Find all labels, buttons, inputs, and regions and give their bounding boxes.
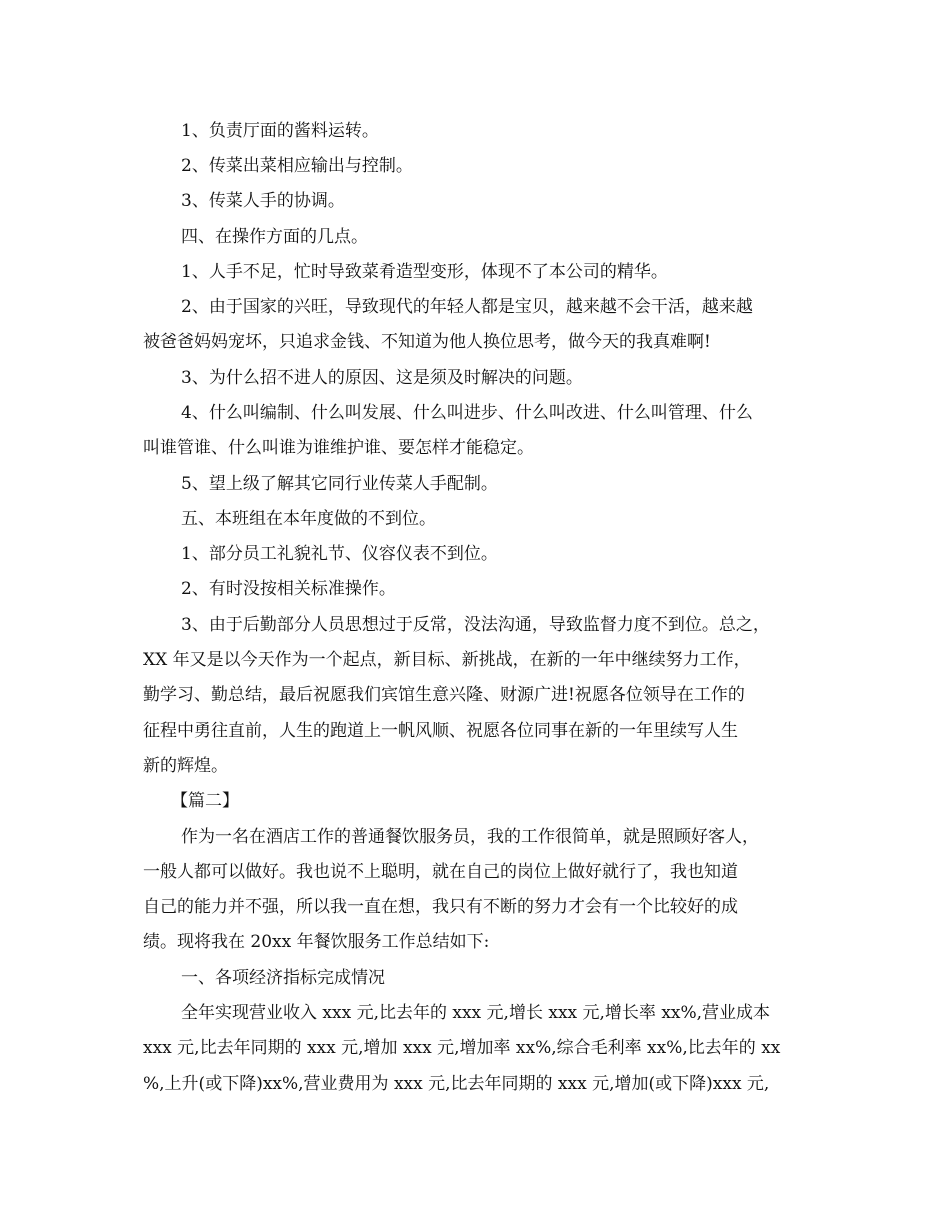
text-line: %,上升(或下降)xx%,营业费用为 xxx 元,比去年同期的 xxx 元,增加(或下降)xxx 元, <box>143 1074 770 1094</box>
section-heading: 五、本班组在本年度做的不到位。 <box>181 509 436 529</box>
text-line: 自己的能力并不强，所以我一直在想，我只有不断的努力才会有一个比较好的成 <box>143 897 738 917</box>
text-line: 4、什么叫编制、什么叫发展、什么叫进步、什么叫改进、什么叫管理、什么 <box>181 403 753 423</box>
text-line: 3、由于后勤部分人员思想过于反常，没法沟通，导致监督力度不到位。总之， <box>181 615 770 635</box>
text-line: 绩。现将我在 20xx 年餐饮服务工作总结如下: <box>143 932 490 952</box>
text-line: 1、部分员工礼貌礼节、仪容仪表不到位。 <box>181 544 498 564</box>
section-heading: 四、在操作方面的几点。 <box>181 227 368 247</box>
text-line: 全年实现营业收入 xxx 元,比去年的 xxx 元,增长 xxx 元,增长率 xx%,营业成本 <box>181 1003 771 1023</box>
text-line: 1、负责厅面的酱料运转。 <box>181 121 379 141</box>
text-line: 3、传菜人手的协调。 <box>181 191 345 211</box>
part-heading: 【篇二】 <box>171 791 239 811</box>
text-line: 勤学习、勤总结，最后祝愿我们宾馆生意兴隆、财源广进!祝愿各位领导在工作的 <box>143 685 745 705</box>
text-line: 2、传菜出菜相应输出与控制。 <box>181 156 413 176</box>
section-heading: 一、各项经济指标完成情况 <box>181 968 385 988</box>
text-line: 新的辉煌。 <box>143 756 228 776</box>
text-line: 征程中勇往直前，人生的跑道上一帆风顺、祝愿各位同事在新的一年里续写人生 <box>143 721 738 741</box>
text-line: 作为一名在酒店工作的普通餐饮服务员，我的工作很简单，就是照顾好客人， <box>181 827 759 847</box>
text-line: XX 年又是以今天作为一个起点，新目标、新挑战，在新的一年中继续努力工作， <box>143 650 751 670</box>
text-line: 被爸爸妈妈宠坏，只追求金钱、不知道为他人换位思考，做今天的我真难啊! <box>143 332 711 352</box>
text-line: 2、有时没按相关标准操作。 <box>181 579 396 599</box>
text-line: 一般人都可以做好。我也说不上聪明，就在自己的岗位上做好就行了，我也知道 <box>143 862 738 882</box>
text-line: 叫谁管谁、什么叫谁为谁维护谁、要怎样才能稳定。 <box>143 438 534 458</box>
text-line: 3、为什么招不进人的原因、这是须及时解决的问题。 <box>181 368 583 388</box>
text-line: 1、人手不足，忙时导致菜肴造型变形，体现不了本公司的精华。 <box>181 262 668 282</box>
text-line: xxx 元,比去年同期的 xxx 元,增加 xxx 元,增加率 xx%,综合毛利率 xx%,比去年的 xx <box>143 1038 781 1058</box>
text-line: 5、望上级了解其它同行业传菜人手配制。 <box>181 474 498 494</box>
text-line: 2、由于国家的兴旺，导致现代的年轻人都是宝贝，越来越不会干活，越来越 <box>181 297 753 317</box>
